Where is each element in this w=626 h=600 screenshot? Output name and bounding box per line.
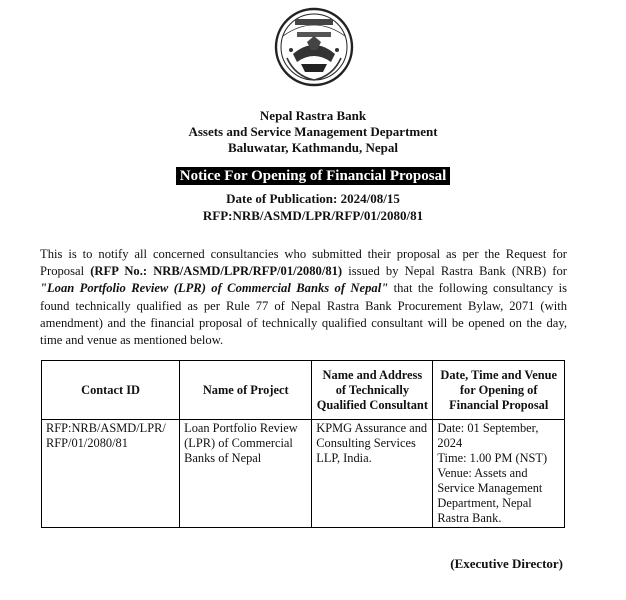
header-project-name: Name of Project [180,361,312,420]
notice-title: Notice For Opening of Financial Proposal [176,167,451,185]
publication-date: Date of Publication: 2024/08/15 [226,191,400,206]
signatory-title: (Executive Director) [450,556,563,571]
table-row [42,420,565,528]
emblem-icon [273,6,355,88]
cell-contact-id [42,420,180,528]
header-consultant: Name and Address of Technically Qualified Consultant [312,361,433,420]
header-contact-id: Contact ID [42,361,180,420]
notice-paragraph [40,246,567,349]
proposal-table [41,360,565,528]
opening-venue: Venue: Assets and Service Management Department, Nepal Rastra Bank. [437,466,543,525]
table-header-row [42,361,565,420]
bank-emblem-logo [273,6,355,88]
paragraph-text-1: This is to notify all concerned consultancies who submitted their proposal as per the Request for Proposal [40,247,567,279]
rfp-number-bold: (RFP No.: NRB/ASMD/LPR/RFP/01/2080/81) [90,264,343,279]
cell-date-time-venue [433,420,565,528]
paragraph-text-3: that the following consultancy is found technically qualified as per Rule 77 of Nepal Rastra Bank Procurement Bylaw, 2071 (with amendment) and the financial proposal of technically qualified consultant will be opened on the day, time and venue as mentioned below. [40,281,567,348]
contact-id-line-1: RFP:NRB/ASMD/LPR/ [46,421,166,435]
letterhead [0,108,626,156]
project-name-bold-italic: "Loan Portfolio Review (LPR) of Commercial Banks of Nepal" [40,281,389,296]
contact-id-line-2: RFP/01/2080/81 [46,436,128,450]
opening-time: Time: 1.00 PM (NST) [437,451,548,465]
org-name: Nepal Rastra Bank [259,108,367,123]
notice-title-row [0,167,626,185]
opening-date: Date: 01 September, 2024 [437,421,539,450]
rfp-reference: RFP:NRB/ASMD/LPR/RFP/01/2080/81 [202,208,424,223]
paragraph-text-2: issued by Nepal Rastra Bank (NRB) for [342,264,567,279]
cell-consultant: KPMG Assurance and Consulting Services LLP, India. [312,420,433,528]
cell-project: Loan Portfolio Review (LPR) of Commercial Banks of Nepal [180,420,312,528]
org-address: Baluwatar, Kathmandu, Nepal [228,140,398,155]
publication-info [0,190,626,224]
department-name: Assets and Service Management Department [188,124,438,139]
header-date-time-venue: Date, Time and Venue for Opening of Financial Proposal [433,361,565,420]
